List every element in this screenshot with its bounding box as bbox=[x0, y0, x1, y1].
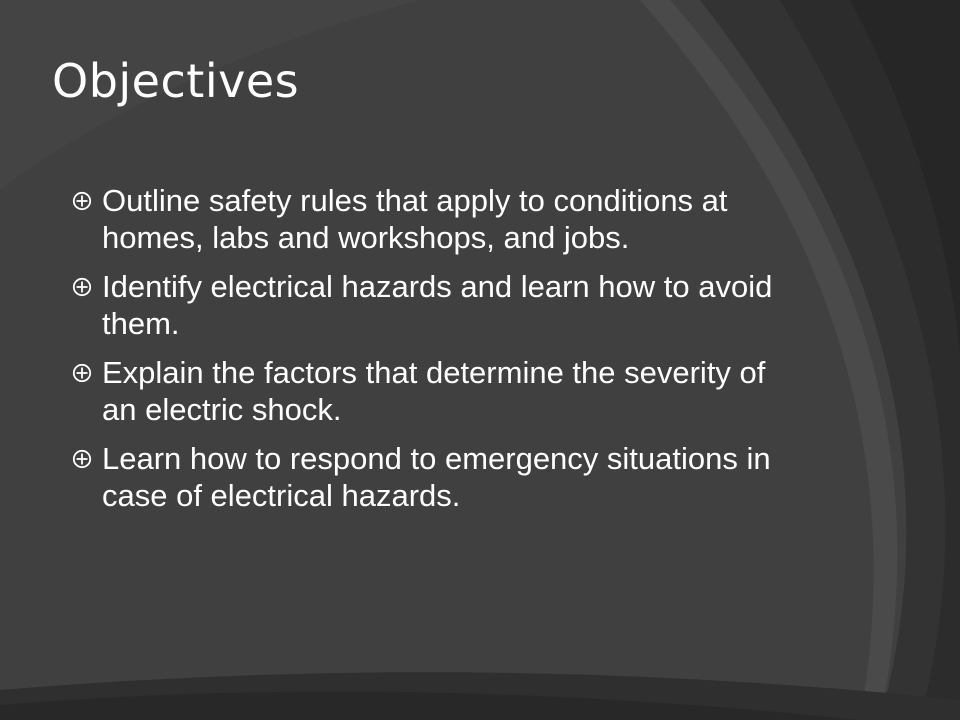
list-item bbox=[70, 440, 790, 514]
bullet-text: Explain the factors that determine the severity of an electric shock. bbox=[102, 355, 766, 427]
circled-plus-icon bbox=[72, 449, 92, 469]
bullet-text: Outline safety rules that apply to conditions at homes, labs and workshops, and jobs. bbox=[102, 183, 728, 255]
list-item bbox=[70, 182, 790, 256]
list-item bbox=[70, 268, 790, 342]
bullet-text: Learn how to respond to emergency situations in case of electrical hazards. bbox=[102, 441, 771, 513]
circled-plus-icon bbox=[72, 191, 92, 211]
bullet-text: Identify electrical hazards and learn how to avoid them. bbox=[102, 269, 773, 341]
circled-plus-icon bbox=[72, 363, 92, 383]
slide-title: Objectives bbox=[52, 54, 300, 108]
circled-plus-icon bbox=[72, 277, 92, 297]
objectives-list bbox=[70, 182, 790, 526]
list-item bbox=[70, 354, 790, 428]
